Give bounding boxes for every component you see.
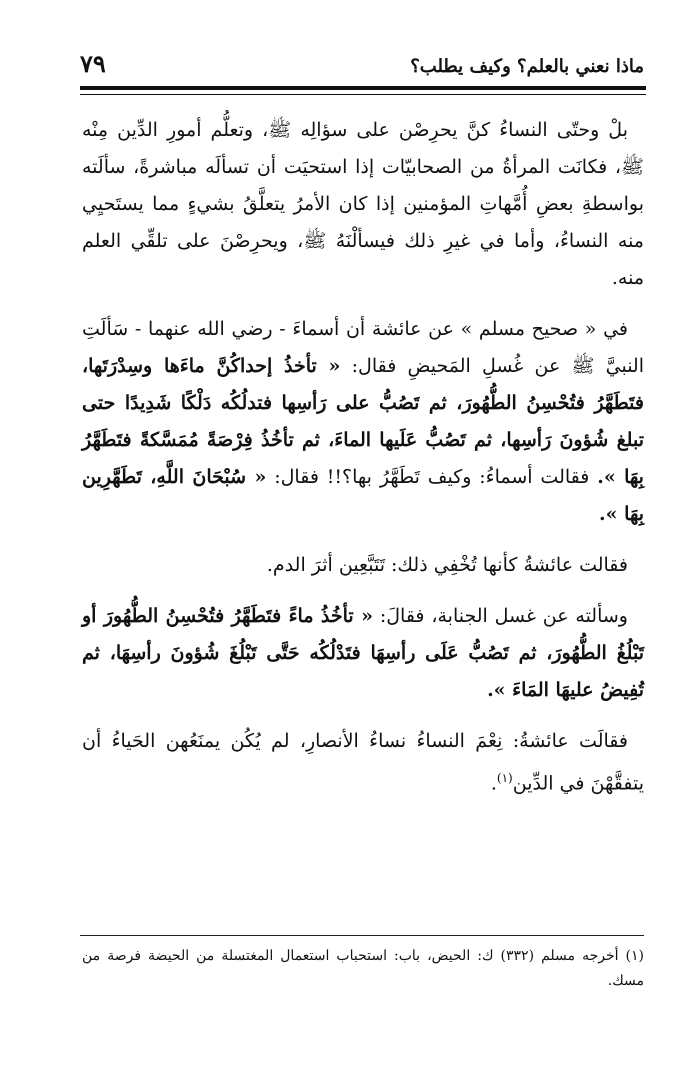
header-rule-thin [80,94,646,95]
footnote-rule [80,935,644,936]
running-title: ماذا نعني بالعلم؟ وكيف يطلب؟ [410,56,644,77]
footnote-marker: (١) [496,771,513,785]
main-text [82,112,644,816]
hadith-quote-2: « سُبْحَانَ اللَّهِ، تَطَهَّرِين بِهَا ». [82,466,644,525]
hadith-quote-1: « تأخذُ إحداكُنَّ ماءَها وسِدْرَتَها، فتَطَهَّرُ فتُحْسِنُ الطُّهُورَ، ثم تَصُبُّ على رَأسِها فتدلُكُه دَلْكًا شَدِيدًا حتى تبلغ شُؤونَ رَأسِها، ثم تَصُبُّ عَلَيها الماءَ، ثم تأخُذُ فِرْصَةً مُمَسَّكةً فتَطَهَّرُ بِهَا ». [82,355,644,488]
paragraph-4 [82,598,644,709]
hadith-quote-3: « تأخُذُ ماءً فتَطَهَّرُ فتُحْسِنُ الطُّهُورَ أو تَبْلُغُ الطُّهُورَ، ثم تَصُبُّ عَلَى رأسِهَا فتَدْلُكُه حَتَّى تَبْلُغَ شُؤونَ رأسِهَا، ثم تُفِيضُ عليهَا المَاءَ ». [82,605,644,701]
paragraph-5-text: فقالَت عائشةُ: نِعْمَ النساءُ نساءُ الأنصارِ، لم يُكُن يمنَعُهن الحَياءُ أن يتفقَّهْنَ في الدِّين [82,730,644,795]
paragraph-5 [82,723,644,802]
paragraph-4-intro: وسألته عن غسل الجنابة، فقالَ: [373,605,628,627]
paragraph-1: بلْ وحتّى النساءُ كنَّ يحرِصْن على سؤالِه ﷺ، وتعلُّم أمورِ الدِّين مِنْه ﷺ، فكانَت المرأةُ من الصحابيّات إذا استحيَت أن تسألَه مباشرةً، سألَته بواسطةِ بعضِ أُمَّهاتِ المؤمنين إذا كان الأمرُ يتعلَّقُ بشيءٍ مما يستَحيِي منه النساءُ، وأما في غيرِ ذلك فيسألْنَهُ ﷺ، ويحرِصْنَ على تلقِّي العلم منه. [82,119,644,289]
paragraph-2-middle: فقالت أسماءُ: وكيف تَطَهَّرُ بها؟!! فقال: [266,466,598,488]
paragraph-5-end: . [490,772,497,795]
paragraph-2 [82,311,644,533]
header-rule-thick [80,86,646,90]
page-header [80,36,644,76]
footnote: (١) أخرجه مسلم (٣٣٢) ك: الحيض، باب: استحباب استعمال المغتسلة من الحيضة فرصة من مسك. [82,948,644,989]
paragraph-2-intro: في « صحيح مسلم » عن عائشة أن أسماءَ - رضي الله عنهما - سَألَتِ النبيَّ ﷺ عن غُسلِ المَحيضِ فقال: [82,318,644,377]
paragraph-3: فقالت عائشةُ كأنها تُخْفِي ذلك: تَتَبَّعِين أثرَ الدم. [266,554,628,576]
page-number: ٧٩ [80,49,106,78]
